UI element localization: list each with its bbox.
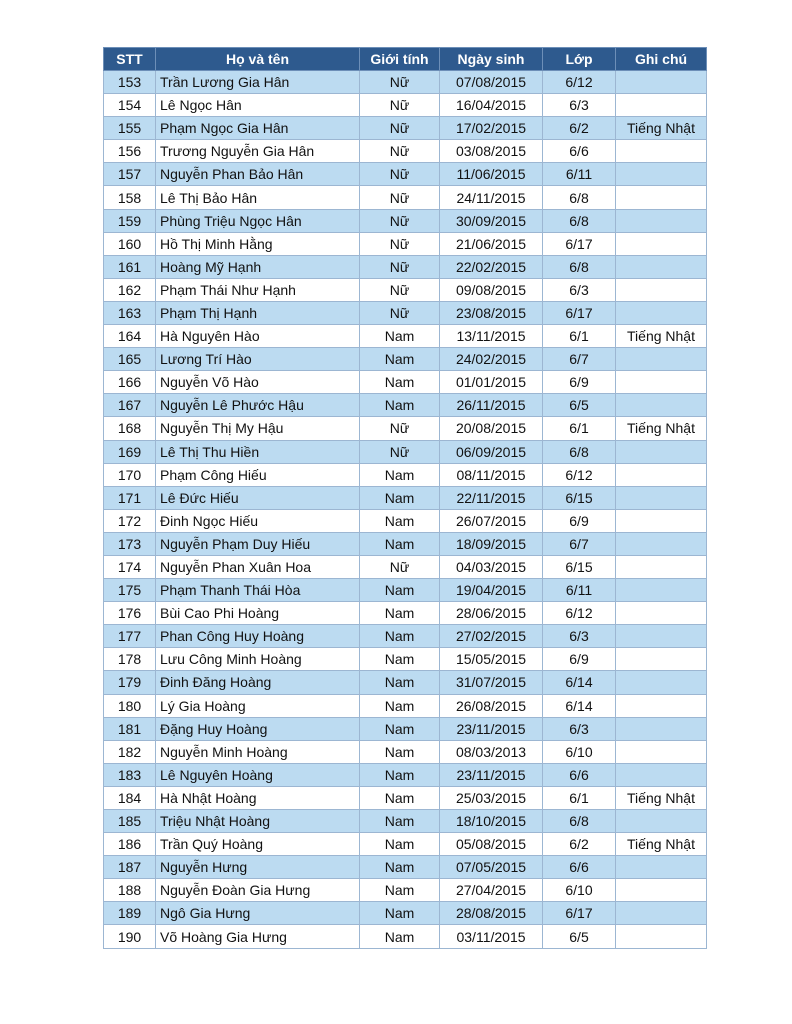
cell-gender: Nam <box>360 532 440 555</box>
cell-note <box>616 348 707 371</box>
cell-note: Tiếng Nhật <box>616 417 707 440</box>
header-note: Ghi chú <box>616 48 707 71</box>
cell-stt: 155 <box>104 117 156 140</box>
cell-class: 6/14 <box>543 671 616 694</box>
cell-stt: 169 <box>104 440 156 463</box>
cell-birth-date: 28/08/2015 <box>440 902 543 925</box>
cell-birth-date: 06/09/2015 <box>440 440 543 463</box>
cell-gender: Nam <box>360 833 440 856</box>
cell-gender: Nam <box>360 786 440 809</box>
cell-note <box>616 232 707 255</box>
cell-class: 6/9 <box>543 648 616 671</box>
cell-note <box>616 278 707 301</box>
table-row <box>104 301 707 324</box>
cell-stt: 190 <box>104 925 156 948</box>
table-row <box>104 763 707 786</box>
cell-gender: Nữ <box>360 278 440 301</box>
cell-full-name: Nguyễn Phan Bảo Hân <box>156 163 360 186</box>
cell-note <box>616 140 707 163</box>
cell-gender: Nữ <box>360 71 440 94</box>
cell-stt: 186 <box>104 833 156 856</box>
cell-stt: 164 <box>104 325 156 348</box>
cell-gender: Nam <box>360 486 440 509</box>
cell-birth-date: 23/11/2015 <box>440 717 543 740</box>
cell-birth-date: 15/05/2015 <box>440 648 543 671</box>
student-list-sheet <box>103 47 706 949</box>
cell-class: 6/11 <box>543 579 616 602</box>
header-row <box>104 48 707 71</box>
table-row <box>104 579 707 602</box>
cell-class: 6/9 <box>543 371 616 394</box>
cell-birth-date: 09/08/2015 <box>440 278 543 301</box>
cell-note <box>616 902 707 925</box>
cell-class: 6/3 <box>543 94 616 117</box>
cell-birth-date: 01/01/2015 <box>440 371 543 394</box>
cell-birth-date: 04/03/2015 <box>440 555 543 578</box>
cell-stt: 178 <box>104 648 156 671</box>
table-row <box>104 602 707 625</box>
cell-class: 6/1 <box>543 786 616 809</box>
cell-stt: 168 <box>104 417 156 440</box>
cell-gender: Nữ <box>360 117 440 140</box>
cell-class: 6/14 <box>543 694 616 717</box>
cell-stt: 188 <box>104 879 156 902</box>
cell-class: 6/1 <box>543 325 616 348</box>
table-row <box>104 186 707 209</box>
cell-stt: 184 <box>104 786 156 809</box>
cell-note <box>616 301 707 324</box>
cell-full-name: Lương Trí Hào <box>156 348 360 371</box>
cell-stt: 175 <box>104 579 156 602</box>
cell-gender: Nam <box>360 717 440 740</box>
cell-note: Tiếng Nhật <box>616 833 707 856</box>
cell-note: Tiếng Nhật <box>616 325 707 348</box>
cell-note <box>616 555 707 578</box>
cell-class: 6/6 <box>543 763 616 786</box>
cell-birth-date: 19/04/2015 <box>440 579 543 602</box>
cell-stt: 156 <box>104 140 156 163</box>
cell-full-name: Phạm Thanh Thái Hòa <box>156 579 360 602</box>
cell-birth-date: 18/10/2015 <box>440 810 543 833</box>
cell-gender: Nam <box>360 463 440 486</box>
cell-stt: 166 <box>104 371 156 394</box>
cell-stt: 161 <box>104 255 156 278</box>
cell-class: 6/1 <box>543 417 616 440</box>
table-row <box>104 394 707 417</box>
cell-note <box>616 94 707 117</box>
table-row <box>104 856 707 879</box>
cell-stt: 180 <box>104 694 156 717</box>
cell-stt: 158 <box>104 186 156 209</box>
table-row <box>104 555 707 578</box>
cell-note <box>616 856 707 879</box>
cell-full-name: Lê Nguyên Hoàng <box>156 763 360 786</box>
cell-note <box>616 579 707 602</box>
cell-stt: 183 <box>104 763 156 786</box>
cell-stt: 172 <box>104 509 156 532</box>
cell-note <box>616 440 707 463</box>
cell-note <box>616 625 707 648</box>
cell-note <box>616 509 707 532</box>
cell-gender: Nam <box>360 740 440 763</box>
cell-birth-date: 22/02/2015 <box>440 255 543 278</box>
cell-full-name: Phạm Thị Hạnh <box>156 301 360 324</box>
cell-gender: Nam <box>360 394 440 417</box>
cell-stt: 182 <box>104 740 156 763</box>
cell-note <box>616 163 707 186</box>
cell-class: 6/12 <box>543 602 616 625</box>
table-row <box>104 232 707 255</box>
cell-stt: 165 <box>104 348 156 371</box>
table-row <box>104 278 707 301</box>
cell-stt: 159 <box>104 209 156 232</box>
cell-gender: Nam <box>360 763 440 786</box>
cell-gender: Nữ <box>360 232 440 255</box>
cell-note <box>616 371 707 394</box>
table-row <box>104 440 707 463</box>
cell-class: 6/2 <box>543 117 616 140</box>
cell-note <box>616 463 707 486</box>
cell-gender: Nam <box>360 579 440 602</box>
cell-stt: 177 <box>104 625 156 648</box>
cell-note <box>616 71 707 94</box>
table-row <box>104 786 707 809</box>
header-gender: Giới tính <box>360 48 440 71</box>
cell-birth-date: 28/06/2015 <box>440 602 543 625</box>
cell-note <box>616 209 707 232</box>
table-row <box>104 163 707 186</box>
cell-note <box>616 879 707 902</box>
cell-full-name: Ngô Gia Hưng <box>156 902 360 925</box>
table-row <box>104 140 707 163</box>
table-row <box>104 325 707 348</box>
cell-birth-date: 07/08/2015 <box>440 71 543 94</box>
cell-note <box>616 694 707 717</box>
cell-full-name: Nguyễn Hưng <box>156 856 360 879</box>
table-row <box>104 371 707 394</box>
header-stt: STT <box>104 48 156 71</box>
cell-full-name: Nguyễn Phan Xuân Hoa <box>156 555 360 578</box>
cell-class: 6/3 <box>543 278 616 301</box>
cell-full-name: Hồ Thị Minh Hằng <box>156 232 360 255</box>
cell-stt: 173 <box>104 532 156 555</box>
cell-class: 6/10 <box>543 879 616 902</box>
cell-full-name: Lê Ngọc Hân <box>156 94 360 117</box>
cell-note <box>616 648 707 671</box>
cell-gender: Nữ <box>360 555 440 578</box>
table-row <box>104 117 707 140</box>
cell-full-name: Phạm Công Hiếu <box>156 463 360 486</box>
cell-class: 6/5 <box>543 394 616 417</box>
cell-stt: 160 <box>104 232 156 255</box>
cell-gender: Nam <box>360 879 440 902</box>
cell-birth-date: 03/11/2015 <box>440 925 543 948</box>
cell-gender: Nam <box>360 348 440 371</box>
cell-full-name: Lê Đức Hiếu <box>156 486 360 509</box>
cell-birth-date: 21/06/2015 <box>440 232 543 255</box>
table-row <box>104 810 707 833</box>
cell-note: Tiếng Nhật <box>616 786 707 809</box>
cell-full-name: Lý Gia Hoàng <box>156 694 360 717</box>
cell-gender: Nữ <box>360 186 440 209</box>
cell-birth-date: 11/06/2015 <box>440 163 543 186</box>
cell-note <box>616 740 707 763</box>
table-row <box>104 71 707 94</box>
cell-full-name: Lê Thị Thu Hiền <box>156 440 360 463</box>
cell-gender: Nam <box>360 694 440 717</box>
cell-class: 6/8 <box>543 186 616 209</box>
cell-stt: 163 <box>104 301 156 324</box>
table-row <box>104 671 707 694</box>
cell-birth-date: 22/11/2015 <box>440 486 543 509</box>
cell-full-name: Phan Công Huy Hoàng <box>156 625 360 648</box>
cell-birth-date: 27/04/2015 <box>440 879 543 902</box>
cell-birth-date: 03/08/2015 <box>440 140 543 163</box>
cell-stt: 170 <box>104 463 156 486</box>
cell-full-name: Lưu Công Minh Hoàng <box>156 648 360 671</box>
table-row <box>104 209 707 232</box>
cell-birth-date: 07/05/2015 <box>440 856 543 879</box>
cell-full-name: Nguyễn Minh Hoàng <box>156 740 360 763</box>
cell-note <box>616 255 707 278</box>
cell-gender: Nam <box>360 810 440 833</box>
student-table <box>103 47 707 949</box>
cell-full-name: Nguyễn Phạm Duy Hiếu <box>156 532 360 555</box>
table-row <box>104 879 707 902</box>
cell-birth-date: 08/11/2015 <box>440 463 543 486</box>
cell-gender: Nữ <box>360 209 440 232</box>
cell-full-name: Đinh Đăng Hoàng <box>156 671 360 694</box>
cell-gender: Nữ <box>360 301 440 324</box>
cell-note <box>616 602 707 625</box>
cell-stt: 154 <box>104 94 156 117</box>
cell-class: 6/5 <box>543 925 616 948</box>
table-row <box>104 648 707 671</box>
table-row <box>104 486 707 509</box>
cell-gender: Nữ <box>360 140 440 163</box>
cell-class: 6/17 <box>543 301 616 324</box>
cell-birth-date: 13/11/2015 <box>440 325 543 348</box>
cell-gender: Nữ <box>360 440 440 463</box>
table-row <box>104 255 707 278</box>
table-header <box>104 48 707 71</box>
cell-full-name: Đặng Huy Hoàng <box>156 717 360 740</box>
cell-full-name: Hoàng Mỹ Hạnh <box>156 255 360 278</box>
cell-birth-date: 26/07/2015 <box>440 509 543 532</box>
cell-full-name: Võ Hoàng Gia Hưng <box>156 925 360 948</box>
cell-stt: 185 <box>104 810 156 833</box>
table-row <box>104 509 707 532</box>
cell-class: 6/8 <box>543 440 616 463</box>
cell-stt: 179 <box>104 671 156 694</box>
table-row <box>104 463 707 486</box>
cell-stt: 176 <box>104 602 156 625</box>
table-row <box>104 348 707 371</box>
table-row <box>104 740 707 763</box>
header-birth-date: Ngày sinh <box>440 48 543 71</box>
cell-note <box>616 810 707 833</box>
cell-class: 6/12 <box>543 71 616 94</box>
cell-note <box>616 925 707 948</box>
cell-class: 6/7 <box>543 348 616 371</box>
table-row <box>104 902 707 925</box>
cell-full-name: Lê Thị Bảo Hân <box>156 186 360 209</box>
cell-full-name: Bùi Cao Phi Hoàng <box>156 602 360 625</box>
cell-gender: Nam <box>360 509 440 532</box>
cell-birth-date: 18/09/2015 <box>440 532 543 555</box>
cell-birth-date: 31/07/2015 <box>440 671 543 694</box>
cell-note <box>616 671 707 694</box>
cell-full-name: Trần Lương Gia Hân <box>156 71 360 94</box>
cell-birth-date: 26/08/2015 <box>440 694 543 717</box>
cell-full-name: Trần Quý Hoàng <box>156 833 360 856</box>
cell-birth-date: 16/04/2015 <box>440 94 543 117</box>
cell-class: 6/17 <box>543 902 616 925</box>
cell-class: 6/15 <box>543 486 616 509</box>
table-row <box>104 925 707 948</box>
cell-gender: Nam <box>360 648 440 671</box>
cell-class: 6/6 <box>543 140 616 163</box>
table-row <box>104 625 707 648</box>
cell-class: 6/10 <box>543 740 616 763</box>
cell-class: 6/6 <box>543 856 616 879</box>
table-row <box>104 532 707 555</box>
table-row <box>104 694 707 717</box>
cell-birth-date: 17/02/2015 <box>440 117 543 140</box>
cell-gender: Nam <box>360 902 440 925</box>
cell-class: 6/17 <box>543 232 616 255</box>
cell-note <box>616 717 707 740</box>
cell-class: 6/15 <box>543 555 616 578</box>
cell-stt: 181 <box>104 717 156 740</box>
cell-birth-date: 26/11/2015 <box>440 394 543 417</box>
cell-gender: Nữ <box>360 163 440 186</box>
table-row <box>104 417 707 440</box>
cell-birth-date: 27/02/2015 <box>440 625 543 648</box>
cell-full-name: Phùng Triệu Ngọc Hân <box>156 209 360 232</box>
cell-full-name: Đinh Ngọc Hiếu <box>156 509 360 532</box>
cell-full-name: Phạm Thái Như Hạnh <box>156 278 360 301</box>
cell-stt: 157 <box>104 163 156 186</box>
cell-class: 6/8 <box>543 255 616 278</box>
cell-birth-date: 05/08/2015 <box>440 833 543 856</box>
cell-birth-date: 25/03/2015 <box>440 786 543 809</box>
cell-birth-date: 23/08/2015 <box>440 301 543 324</box>
table-row <box>104 94 707 117</box>
cell-full-name: Nguyễn Lê Phước Hậu <box>156 394 360 417</box>
cell-gender: Nữ <box>360 94 440 117</box>
cell-gender: Nam <box>360 602 440 625</box>
cell-note <box>616 394 707 417</box>
cell-stt: 187 <box>104 856 156 879</box>
cell-stt: 174 <box>104 555 156 578</box>
cell-stt: 171 <box>104 486 156 509</box>
cell-gender: Nữ <box>360 255 440 278</box>
cell-class: 6/8 <box>543 209 616 232</box>
cell-gender: Nam <box>360 925 440 948</box>
cell-note <box>616 186 707 209</box>
cell-full-name: Hà Nhật Hoàng <box>156 786 360 809</box>
cell-class: 6/12 <box>543 463 616 486</box>
cell-birth-date: 08/03/2013 <box>440 740 543 763</box>
header-class: Lớp <box>543 48 616 71</box>
table-body <box>104 71 707 949</box>
cell-gender: Nữ <box>360 417 440 440</box>
cell-full-name: Nguyễn Võ Hào <box>156 371 360 394</box>
cell-class: 6/8 <box>543 810 616 833</box>
table-row <box>104 717 707 740</box>
cell-gender: Nam <box>360 625 440 648</box>
cell-stt: 153 <box>104 71 156 94</box>
cell-stt: 162 <box>104 278 156 301</box>
cell-class: 6/11 <box>543 163 616 186</box>
cell-birth-date: 24/02/2015 <box>440 348 543 371</box>
cell-class: 6/9 <box>543 509 616 532</box>
cell-class: 6/3 <box>543 717 616 740</box>
cell-class: 6/3 <box>543 625 616 648</box>
cell-birth-date: 20/08/2015 <box>440 417 543 440</box>
cell-full-name: Nguyễn Thị My Hậu <box>156 417 360 440</box>
cell-full-name: Nguyễn Đoàn Gia Hưng <box>156 879 360 902</box>
cell-birth-date: 24/11/2015 <box>440 186 543 209</box>
cell-note: Tiếng Nhật <box>616 117 707 140</box>
cell-gender: Nam <box>360 325 440 348</box>
cell-birth-date: 30/09/2015 <box>440 209 543 232</box>
cell-gender: Nam <box>360 371 440 394</box>
cell-stt: 189 <box>104 902 156 925</box>
cell-gender: Nam <box>360 671 440 694</box>
cell-class: 6/2 <box>543 833 616 856</box>
cell-full-name: Hà Nguyên Hào <box>156 325 360 348</box>
cell-class: 6/7 <box>543 532 616 555</box>
cell-note <box>616 763 707 786</box>
cell-full-name: Triệu Nhật Hoàng <box>156 810 360 833</box>
cell-note <box>616 486 707 509</box>
cell-full-name: Phạm Ngọc Gia Hân <box>156 117 360 140</box>
cell-note <box>616 532 707 555</box>
header-full-name: Họ và tên <box>156 48 360 71</box>
table-row <box>104 833 707 856</box>
cell-full-name: Trương Nguyễn Gia Hân <box>156 140 360 163</box>
cell-gender: Nam <box>360 856 440 879</box>
cell-birth-date: 23/11/2015 <box>440 763 543 786</box>
cell-stt: 167 <box>104 394 156 417</box>
